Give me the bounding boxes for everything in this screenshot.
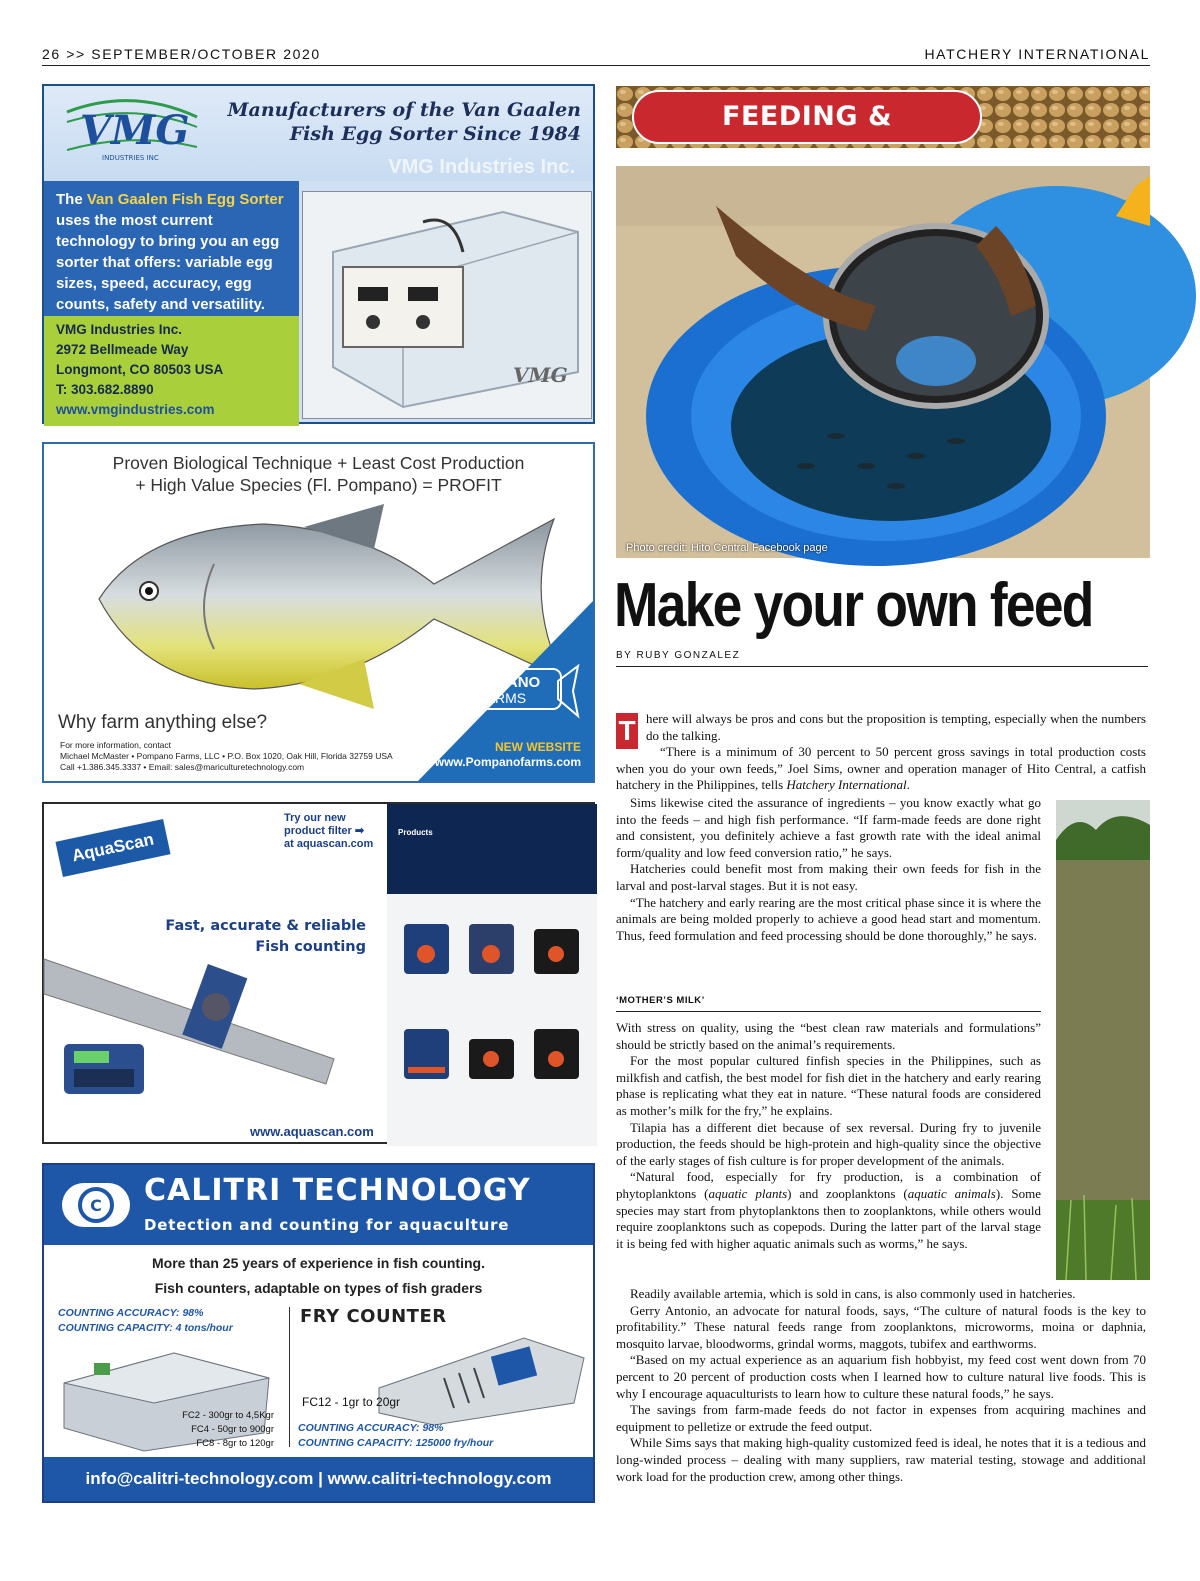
paragraph-6: With stress on quality, using the “best clean raw materials and formulations” should be strictly based on the animal’s requirements. [616,1020,1041,1052]
pompano-website-link[interactable]: www.Pompanofarms.com [434,755,581,769]
aquascan-product-grid [394,919,589,1119]
vmg-watermark: VMG Industries Inc. [388,156,575,178]
pompano-contact-line2: Michael McMaster • Pompano Farms, LLC • P.O. Box 1020, Oak Hill, Florida 32759 USA [60,751,393,761]
calitri-counter-specs [58,1306,233,1336]
pompano-farms-ad[interactable] [42,442,595,783]
calitri-ad[interactable] [42,1163,595,1503]
aquascan-slogan-line1: Fast, accurate & reliable [165,918,366,934]
pompano-new-website: NEW WEBSITE [495,740,581,754]
pompano-contact [60,740,393,773]
model-fc8: FC8 - 8gr to 120gr [196,1438,274,1449]
egg-sorter-photo [302,191,592,419]
paragraph-2-text: “There is a minimum of 30 percent to 50 percent gross savings in total production costs when you do your own feeds,” Joel Sims, owner and operation manager of Hito Central, a catfish hatchery in the Philippines, tells [616,744,1146,793]
fish-counter-pipe-image [44,899,384,1139]
calitri-logo-icon [60,1181,132,1229]
paragraph-8: Tilapia has a different diet because of sex reversal. During fry to juvenile production, the feeds should be high-protein and high-quality since the objective of the early stages of fish culture is for proper development of the animals. [616,1119,1041,1168]
calitri-subtitle: Detection and counting for aquaculture [144,1216,510,1234]
vmg-logo-subtext: INDUSTRIES INC [102,154,159,162]
aquascan-try-line2: product filter [284,825,352,837]
pompano-contact-line1: For more information, contact [60,740,172,750]
pond-photo [1056,800,1150,1280]
vmg-photo-logo: VMG [513,363,568,387]
model-fc4: FC4 - 50gr to 900gr [191,1424,274,1435]
article-headline: Make your own feed [614,571,1093,640]
p9-a: “Natural food, especially for fry production, is a combination of phytoplanktons ( [616,1169,1041,1201]
article-column-lower [616,1286,1146,1485]
fry-counter-specs [298,1421,493,1451]
vmg-company: VMG Industries Inc. [56,322,183,337]
vmg-product-name: Van Gaalen Fish Egg Sorter [86,191,284,208]
article-byline: BY RUBY GONZALEZ [616,650,741,661]
aquascan-try-line1: Try our new [284,812,346,824]
fry-counter-capacity: COUNTING CAPACITY: 125000 fry/hour [298,1437,494,1449]
fish-fry-photo [616,166,1150,558]
subhead-rule [616,1011,1041,1012]
paragraph-2 [616,744,1146,794]
aquascan-try-line3: at aquascan.com [284,838,374,850]
paragraph-12: “Based on my actual experience as an aquarium fish hobbyist, my feed cost went down from 70 percent to 20 percent of production costs when I learned how to culture natural live foods. This is why I encourage aquaculturists to learn how to culture these natural foods,” he says. [616,1352,1146,1401]
pompano-contact-line3: Call +1.386.345.3337 • Email: sales@mariculturetechnology.com [60,762,305,772]
paragraph-7: For the most popular cultured finfish species in the Philippines, such as milkfish and catfish, the best model for fish diet in the hatchery and early rearing phase is replicating what they eat in nature. “These natural foods are considered as mother’s milk for the fry,” he explains. [616,1053,1041,1118]
section-subhead: ‘MOTHER’S MILK’ [616,995,705,1006]
model-fc2: FC2 - 300gr to 4,5Kgr [182,1410,274,1421]
paragraph-3: Sims likewise cited the assurance of ingredients – you know exactly what go into the feeds – and high fish performance. “If farm-made feeds are done right and consistent, you definitely achieve a fast growth rate with the ideal animal form/quality and low feed conversion ratio,” he says. [616,795,1041,860]
page-folio: 26 >> SEPTEMBER/OCTOBER 2020 [42,46,321,62]
calitri-divider [289,1307,290,1447]
publication-reference: Hatchery International [786,777,907,793]
pompano-brand-sub: FARMS [477,690,527,706]
p9-d: aquatic animals [907,1185,996,1201]
aquascan-slogan-line2: Fish counting [255,939,366,955]
pompano-brand-name: POMPANO [463,674,541,691]
pompano-headline-line1: Proven Biological Technique + Least Cost Production [112,453,525,473]
vmg-description [56,189,289,315]
pompano-headline [44,452,593,496]
article-column-middle [616,1020,1041,1252]
fry-counter-title: FRY COUNTER [300,1306,447,1327]
section-banner [616,86,1150,148]
vmg-phone: T: 303.682.8890 [56,382,154,397]
calitri-title: CALITRI TECHNOLOGY [144,1173,531,1208]
paragraph-2-end: . [906,777,910,793]
paragraph-14: While Sims says that making high-quality customized feed is ideal, he notes that it is a tedious and long-winded process – dealing with many suppliers, raw material testing, stowage and additional work load for the production crew, among other things. [616,1435,1146,1484]
aquascan-try-filter[interactable] [284,812,373,851]
aquascan-products-label: Products [398,828,433,837]
article-intro [616,711,1146,794]
vmg-city: Longmont, CO 80503 USA [56,362,224,377]
paragraph-1: here will always be pros and cons but the proposition is tempting, especially when the numbers do the talking. [646,711,1146,743]
paragraph-11: Gerry Antonio, an advocate for natural foods, says, “The culture of natural foods is the key to profitability.” These natural feeds range from zooplanktons, microworms, moina or daphnia, mosquito larvae, bloodworms, grindal worms, maggots, tubifex and earthworms. [616,1302,1146,1351]
p9-c: ) and zooplanktons ( [787,1185,908,1201]
aquascan-logo: AquaScan [55,819,170,877]
p9-e: ). Some species may start from phytoplanktons then to zooplanktons, while others would require zooplanktons such as copepods. During the latter part of the larval stage it is being fed with higher aquatic animals such as worms,” he says. [616,1185,1041,1251]
vmg-desc-post: uses the most current technology to bring you an egg sorter that offers: variable egg sizes, speed, accuracy, egg counts, safety and versatility. [56,212,280,313]
pompano-brand-panel [418,601,593,781]
paragraph-9 [616,1169,1041,1252]
pompano-headline-line2: + High Value Species (Fl. Pompano) = PROFIT [135,475,502,495]
calitri-models [154,1409,274,1451]
paragraph-13: The savings from farm-made feeds do not factor in expenses from acquiring machines and equipment to pelletize or extrude the feed output. [616,1402,1146,1434]
arrow-right-icon: ➡ [354,825,365,837]
vmg-street: 2972 Bellmeade Way [56,342,189,357]
model-fc12: FC12 - 1gr to 20gr [302,1395,401,1409]
pompano-why: Why farm anything else? [58,712,268,733]
photo-credit: Photo credit: Hito Central Facebook page [626,542,828,554]
calitri-contact-link[interactable]: info@calitri-technology.com | www.calitri-technology.com [44,1457,593,1501]
header-rule [42,65,1150,66]
article-column-upper [616,795,1041,944]
vmg-desc-pre: The [56,191,87,208]
publication-name: HATCHERY INTERNATIONAL [924,46,1150,62]
paragraph-5: “The hatchery and early rearing are the most critical phase since it is where the animals are being molded properly to achieve a good head start and momentum. Thus, feed formulation and feed processing should be done thoroughly,” he says. [616,894,1041,943]
vmg-website-link[interactable]: www.vmgindustries.com [56,402,215,417]
aquascan-filter-bar [387,804,597,894]
vmg-logo [62,92,202,162]
p9-b: aquatic plants [708,1185,788,1201]
paragraph-10: Readily available artemia, which is sold in cans, is also commonly used in hatcheries. [630,1286,1076,1301]
calitri-adaptable: Fish counters, adaptable on types of fish graders [154,1280,483,1296]
aquascan-ad[interactable] [42,802,595,1144]
aquascan-website-link[interactable]: www.aquascan.com [250,1124,374,1139]
vmg-tagline: Manufacturers of the Van Gaalen Fish Egg Sorter Since 1984 [227,99,581,145]
calitri-experience: More than 25 years of experience in fish counting. [152,1255,485,1271]
fry-counter-accuracy: COUNTING ACCURACY: 98% [298,1422,444,1434]
vmg-logo-text: VMG [80,107,190,154]
paragraph-4: Hatcheries could benefit most from making their own feeds for fish in the larval and post-larval stages. But it is not easy. [616,861,1041,893]
vmg-contact-panel [44,316,299,426]
svg-text:C: C [90,1196,102,1215]
drop-cap: T [616,713,638,749]
section-label: FEEDING & [632,90,982,144]
vmg-ad[interactable] [42,84,595,424]
vmg-description-panel [44,181,299,316]
byline-rule [616,666,1148,667]
calitri-accuracy: COUNTING ACCURACY: 98% [58,1307,204,1319]
fry-counter-machine-image [374,1333,589,1428]
calitri-capacity: COUNTING CAPACITY: 4 tons/hour [58,1322,233,1334]
